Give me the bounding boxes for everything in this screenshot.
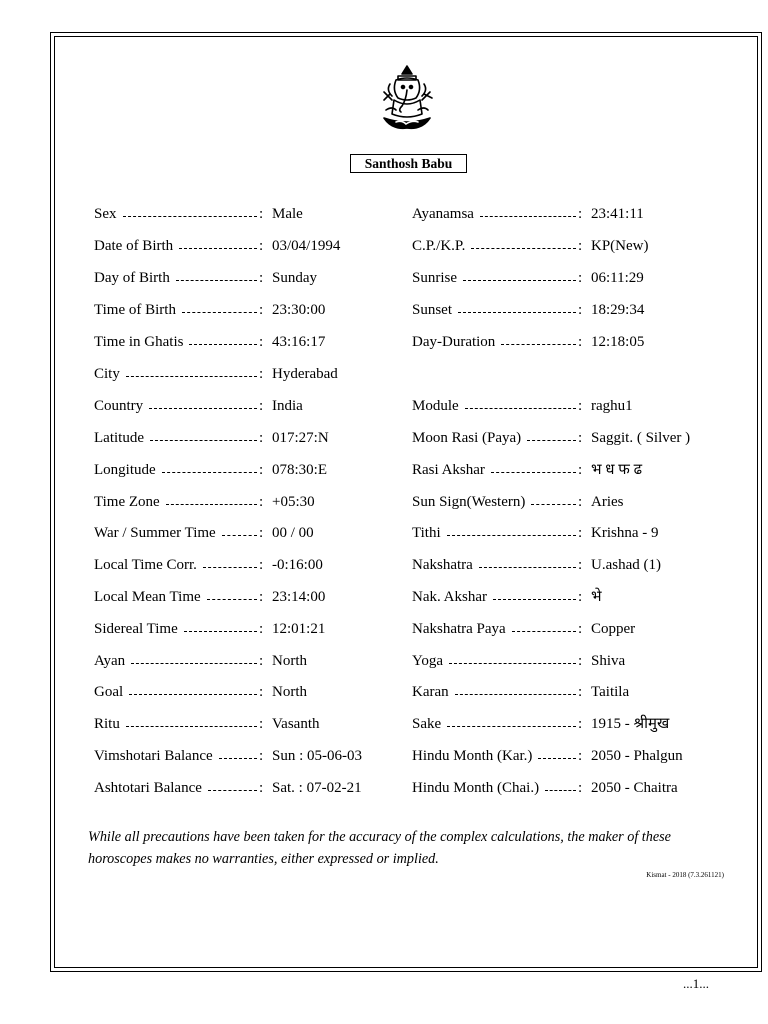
leader-dots bbox=[184, 631, 257, 632]
leader-dots bbox=[126, 376, 257, 377]
detail-row bbox=[412, 298, 751, 322]
detail-row bbox=[94, 234, 432, 258]
leader-dots bbox=[126, 726, 257, 727]
detail-value: Copper bbox=[591, 621, 636, 637]
leader-dots bbox=[455, 694, 576, 695]
leader-dots bbox=[538, 758, 576, 759]
detail-value: भ ध फ ढ bbox=[591, 462, 643, 478]
detail-value: 03/04/1994 bbox=[272, 238, 341, 254]
colon-separator: : bbox=[259, 206, 264, 222]
detail-row bbox=[412, 553, 751, 577]
leader-dots bbox=[131, 663, 257, 664]
detail-value: 2050 - Chaitra bbox=[591, 780, 678, 796]
leader-dots bbox=[162, 472, 257, 473]
detail-value: 18:29:34 bbox=[591, 302, 645, 318]
detail-row bbox=[412, 521, 751, 545]
detail-label: Sunset bbox=[412, 302, 453, 318]
detail-value: 2050 - Phalgun bbox=[591, 748, 683, 764]
leader-dots bbox=[491, 472, 576, 473]
colon-separator: : bbox=[578, 494, 583, 510]
leader-dots bbox=[219, 758, 257, 759]
colon-separator: : bbox=[259, 589, 264, 605]
detail-row bbox=[94, 585, 432, 609]
colon-separator: : bbox=[259, 716, 264, 732]
detail-row bbox=[94, 426, 432, 450]
detail-row bbox=[94, 744, 432, 768]
detail-value: U.ashad (1) bbox=[591, 557, 661, 573]
detail-value: North bbox=[272, 653, 307, 669]
detail-label: Tithi bbox=[412, 525, 441, 541]
detail-label: Time in Ghatis bbox=[94, 334, 184, 350]
leader-dots bbox=[123, 216, 257, 217]
colon-separator: : bbox=[259, 238, 264, 254]
detail-value: India bbox=[272, 398, 303, 414]
colon-separator: : bbox=[259, 334, 264, 350]
detail-value: Sat. : 07-02-21 bbox=[272, 780, 362, 796]
detail-value: North bbox=[272, 684, 307, 700]
detail-row bbox=[94, 553, 432, 577]
ganesha-icon bbox=[376, 64, 438, 132]
detail-value: Taitila bbox=[591, 684, 630, 700]
detail-value: Male bbox=[272, 206, 303, 222]
colon-separator: : bbox=[578, 621, 583, 637]
detail-label: Local Mean Time bbox=[94, 589, 201, 605]
detail-value: Sunday bbox=[272, 270, 317, 286]
colon-separator: : bbox=[578, 653, 583, 669]
detail-label: Module bbox=[412, 398, 459, 414]
colon-separator: : bbox=[578, 748, 583, 764]
detail-label: Ayan bbox=[94, 653, 126, 669]
detail-label: Goal bbox=[94, 684, 124, 700]
leader-dots bbox=[176, 280, 257, 281]
detail-label: Sun Sign(Western) bbox=[412, 494, 526, 510]
detail-value: भे bbox=[591, 589, 602, 605]
detail-row bbox=[94, 266, 432, 290]
detail-row bbox=[94, 458, 432, 482]
detail-value: 1915 - श्रीमुख bbox=[591, 716, 670, 732]
detail-row bbox=[412, 234, 751, 258]
leader-dots bbox=[545, 790, 576, 791]
software-version: Kismat - 2018 (7.3.261121) bbox=[646, 871, 724, 879]
detail-value: 43:16:17 bbox=[272, 334, 326, 350]
colon-separator: : bbox=[259, 302, 264, 318]
colon-separator: : bbox=[578, 238, 583, 254]
detail-row bbox=[94, 298, 432, 322]
detail-row bbox=[94, 330, 432, 354]
detail-value: 017:27:N bbox=[272, 430, 329, 446]
detail-value: Hyderabad bbox=[272, 366, 338, 382]
detail-label: Time of Birth bbox=[94, 302, 176, 318]
detail-value: -0:16:00 bbox=[272, 557, 323, 573]
detail-row bbox=[94, 521, 432, 545]
detail-value: Krishna - 9 bbox=[591, 525, 659, 541]
colon-separator: : bbox=[259, 748, 264, 764]
colon-separator: : bbox=[259, 780, 264, 796]
detail-row bbox=[94, 712, 432, 736]
leader-dots bbox=[449, 663, 576, 664]
colon-separator: : bbox=[259, 398, 264, 414]
detail-value: Shiva bbox=[591, 653, 626, 669]
detail-row bbox=[412, 585, 751, 609]
colon-separator: : bbox=[578, 430, 583, 446]
detail-label: Day of Birth bbox=[94, 270, 170, 286]
leader-dots bbox=[207, 599, 257, 600]
detail-label: Local Time Corr. bbox=[94, 557, 197, 573]
detail-label: Karan bbox=[412, 684, 449, 700]
detail-label: Yoga bbox=[412, 653, 443, 669]
leader-dots bbox=[447, 726, 576, 727]
colon-separator: : bbox=[259, 653, 264, 669]
detail-label: Sake bbox=[412, 716, 442, 732]
detail-label: Ayanamsa bbox=[412, 206, 474, 222]
leader-dots bbox=[203, 567, 257, 568]
detail-label: Time Zone bbox=[94, 494, 160, 510]
detail-label: Ritu bbox=[94, 716, 120, 732]
detail-value: +05:30 bbox=[272, 494, 315, 510]
detail-label: Rasi Akshar bbox=[412, 462, 485, 478]
detail-row bbox=[94, 394, 432, 418]
detail-value: Aries bbox=[591, 494, 624, 510]
detail-row bbox=[94, 617, 432, 641]
colon-separator: : bbox=[578, 206, 583, 222]
detail-value: Vasanth bbox=[272, 716, 320, 732]
leader-dots bbox=[493, 599, 576, 600]
detail-label: Longitude bbox=[94, 462, 156, 478]
detail-row bbox=[412, 617, 751, 641]
detail-value: 12:01:21 bbox=[272, 621, 326, 637]
detail-label: Day-Duration bbox=[412, 334, 496, 350]
leader-dots bbox=[463, 280, 576, 281]
colon-separator: : bbox=[578, 780, 583, 796]
detail-row bbox=[412, 712, 751, 736]
leader-dots bbox=[129, 694, 257, 695]
detail-label: Sunrise bbox=[412, 270, 457, 286]
detail-value: 06:11:29 bbox=[591, 270, 644, 286]
detail-row bbox=[412, 458, 751, 482]
detail-row bbox=[94, 362, 432, 386]
detail-value: 23:14:00 bbox=[272, 589, 326, 605]
detail-value: Sun : 05-06-03 bbox=[272, 748, 362, 764]
colon-separator: : bbox=[578, 525, 583, 541]
colon-separator: : bbox=[259, 430, 264, 446]
detail-label: Ashtotari Balance bbox=[94, 780, 202, 796]
detail-label: Latitude bbox=[94, 430, 144, 446]
colon-separator: : bbox=[259, 684, 264, 700]
colon-separator: : bbox=[578, 589, 583, 605]
detail-row bbox=[94, 490, 432, 514]
leader-dots bbox=[166, 504, 257, 505]
detail-row bbox=[412, 490, 751, 514]
disclaimer-text: While all precautions have been taken for the accuracy of the complex calculations, the maker of these horoscopes makes no warranties, either expressed or implied. bbox=[88, 829, 671, 867]
detail-value: 00 / 00 bbox=[272, 525, 314, 541]
leader-dots bbox=[182, 312, 257, 313]
leader-dots bbox=[447, 535, 576, 536]
detail-value: KP(New) bbox=[591, 238, 649, 254]
detail-label: C.P./K.P. bbox=[412, 238, 466, 254]
colon-separator: : bbox=[578, 398, 583, 414]
detail-label: Date of Birth bbox=[94, 238, 174, 254]
detail-label: Sidereal Time bbox=[94, 621, 178, 637]
leader-dots bbox=[150, 440, 257, 441]
leader-dots bbox=[465, 408, 576, 409]
detail-value: raghu1 bbox=[591, 398, 633, 414]
leader-dots bbox=[479, 567, 576, 568]
detail-label: War / Summer Time bbox=[94, 525, 216, 541]
detail-label: City bbox=[94, 366, 120, 382]
leader-dots bbox=[480, 216, 576, 217]
colon-separator: : bbox=[259, 494, 264, 510]
leader-dots bbox=[189, 344, 257, 345]
detail-label: Sex bbox=[94, 206, 117, 222]
detail-row bbox=[412, 266, 751, 290]
colon-separator: : bbox=[578, 716, 583, 732]
detail-value: 12:18:05 bbox=[591, 334, 645, 350]
leader-dots bbox=[149, 408, 257, 409]
colon-separator: : bbox=[259, 525, 264, 541]
detail-value: 23:41:11 bbox=[591, 206, 644, 222]
detail-row bbox=[412, 744, 751, 768]
colon-separator: : bbox=[578, 270, 583, 286]
leader-dots bbox=[222, 535, 257, 536]
detail-value: 23:30:00 bbox=[272, 302, 326, 318]
leader-dots bbox=[531, 504, 576, 505]
detail-row bbox=[412, 776, 751, 800]
detail-label: Vimshotari Balance bbox=[94, 748, 213, 764]
colon-separator: : bbox=[259, 621, 264, 637]
colon-separator: : bbox=[578, 302, 583, 318]
detail-value: Saggit. ( Silver ) bbox=[591, 430, 691, 446]
leader-dots bbox=[179, 248, 257, 249]
colon-separator: : bbox=[259, 366, 264, 382]
detail-row bbox=[94, 776, 432, 800]
detail-label: Nakshatra bbox=[412, 557, 473, 573]
colon-separator: : bbox=[259, 270, 264, 286]
detail-label: Nakshatra Paya bbox=[412, 621, 506, 637]
colon-separator: : bbox=[578, 334, 583, 350]
detail-row bbox=[412, 426, 751, 450]
page-number: ...1... bbox=[683, 976, 709, 991]
detail-row bbox=[412, 649, 751, 673]
detail-row bbox=[94, 202, 432, 226]
detail-label: Moon Rasi (Paya) bbox=[412, 430, 522, 446]
detail-label: Hindu Month (Chai.) bbox=[412, 780, 540, 796]
colon-separator: : bbox=[578, 462, 583, 478]
colon-separator: : bbox=[578, 557, 583, 573]
detail-row bbox=[94, 649, 432, 673]
detail-row bbox=[412, 202, 751, 226]
detail-row bbox=[412, 394, 751, 418]
leader-dots bbox=[527, 440, 576, 441]
leader-dots bbox=[458, 312, 576, 313]
detail-value: 078:30:E bbox=[272, 462, 327, 478]
leader-dots bbox=[501, 344, 576, 345]
detail-label: Nak. Akshar bbox=[412, 589, 487, 605]
detail-row bbox=[412, 680, 751, 704]
detail-row bbox=[412, 330, 751, 354]
colon-separator: : bbox=[578, 684, 583, 700]
leader-dots bbox=[512, 631, 576, 632]
detail-row bbox=[94, 680, 432, 704]
leader-dots bbox=[208, 790, 257, 791]
colon-separator: : bbox=[259, 557, 264, 573]
detail-label: Hindu Month (Kar.) bbox=[412, 748, 533, 764]
colon-separator: : bbox=[259, 462, 264, 478]
detail-label: Country bbox=[94, 398, 144, 414]
leader-dots bbox=[471, 248, 576, 249]
person-name: Santhosh Babu bbox=[350, 154, 467, 173]
